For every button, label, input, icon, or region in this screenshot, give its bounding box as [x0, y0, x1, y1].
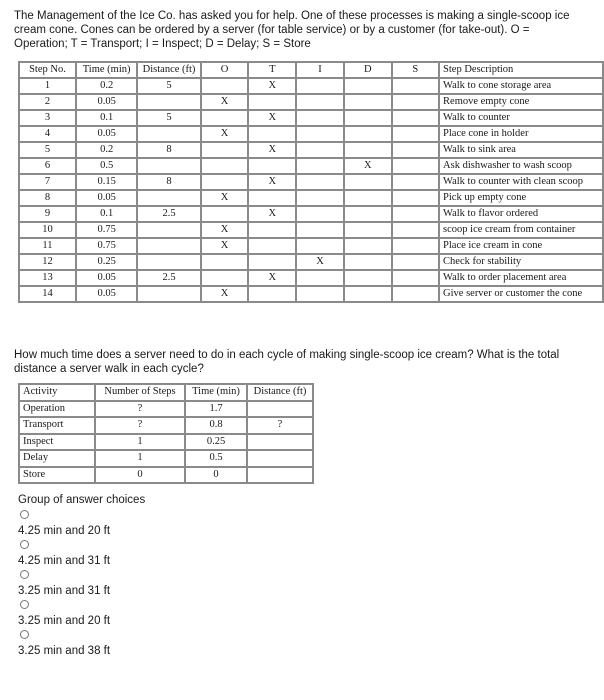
table-cell: [137, 126, 200, 142]
table-cell: [392, 158, 439, 174]
table-cell: 0.75: [76, 238, 138, 254]
table-cell: Delay: [19, 450, 95, 467]
table-cell: [201, 270, 249, 286]
table-cell: [248, 126, 296, 142]
table-cell: 4: [19, 126, 76, 142]
table-cell: [344, 190, 392, 206]
table-cell: 1: [95, 450, 185, 467]
column-header: I: [296, 62, 344, 78]
table-cell: [344, 270, 392, 286]
table-cell: [344, 174, 392, 190]
table-cell: [296, 94, 344, 110]
table-cell: [344, 286, 392, 302]
table-row: [19, 286, 603, 302]
answer-choice[interactable]: [18, 570, 110, 597]
answer-choice[interactable]: [18, 540, 110, 567]
table-cell: [392, 254, 439, 270]
table-cell: 0.5: [76, 158, 138, 174]
table-cell: X: [248, 206, 296, 222]
table-cell: X: [296, 254, 344, 270]
table-cell: [392, 286, 439, 302]
table-cell: 11: [19, 238, 76, 254]
table-cell: [201, 78, 249, 94]
table-cell: 0.15: [76, 174, 138, 190]
table-cell: X: [201, 94, 249, 110]
table-cell: 0.05: [76, 94, 138, 110]
table-cell: 0.8: [185, 417, 247, 434]
table-cell: [247, 467, 313, 484]
radio-button[interactable]: [20, 600, 29, 609]
table-row: [19, 126, 603, 142]
summary-row: [19, 450, 313, 467]
table-cell: [248, 238, 296, 254]
table-cell: Remove empty cone: [439, 94, 603, 110]
radio-button[interactable]: [20, 570, 29, 579]
table-row: [19, 190, 603, 206]
table-cell: 0: [95, 467, 185, 484]
table-cell: 0.75: [76, 222, 138, 238]
column-header: Activity: [19, 384, 95, 401]
table-cell: [344, 78, 392, 94]
intro-text: The Management of the Ice Co. has asked you for help. One of these processes is making a single-scoop ice cream cone. Cones can be ordered by a server (for table service) or by a customer (for take-out). O = Operation; T = Transport; I = Inspect; D = Delay; S = Store: [14, 10, 570, 50]
table-cell: X: [201, 190, 249, 206]
table-cell: [344, 254, 392, 270]
table-cell: [296, 286, 344, 302]
table-cell: 5: [19, 142, 76, 158]
table-cell: 0.2: [76, 78, 138, 94]
table-cell: [137, 238, 200, 254]
table-cell: Walk to sink area: [439, 142, 603, 158]
table-cell: [344, 142, 392, 158]
table-cell: [248, 286, 296, 302]
table-row: [19, 222, 603, 238]
table-cell: [392, 174, 439, 190]
table-cell: X: [201, 126, 249, 142]
table-cell: [392, 270, 439, 286]
table-cell: 9: [19, 206, 76, 222]
table-cell: [137, 158, 200, 174]
table-cell: Place ice cream in cone: [439, 238, 603, 254]
table-cell: Walk to order placement area: [439, 270, 603, 286]
table-cell: 0: [185, 467, 247, 484]
table-cell: 5: [137, 110, 200, 126]
table-cell: Walk to counter: [439, 110, 603, 126]
table-cell: [344, 94, 392, 110]
table-cell: Check for stability: [439, 254, 603, 270]
table-cell: X: [248, 110, 296, 126]
summary-row: [19, 434, 313, 451]
table-cell: [296, 78, 344, 94]
table-cell: 0.05: [76, 270, 138, 286]
table-cell: X: [248, 142, 296, 158]
table-cell: [296, 190, 344, 206]
table-cell: [296, 126, 344, 142]
table-cell: 12: [19, 254, 76, 270]
table-cell: 2.5: [137, 270, 200, 286]
table-cell: 0.2: [76, 142, 138, 158]
table-cell: X: [248, 270, 296, 286]
table-cell: [392, 222, 439, 238]
column-header: Distance (ft): [247, 384, 313, 401]
table-cell: 10: [19, 222, 76, 238]
table-cell: [137, 254, 200, 270]
table-cell: [392, 206, 439, 222]
table-cell: [137, 286, 200, 302]
table-cell: [201, 174, 249, 190]
choices-label: Group of answer choices: [18, 494, 146, 506]
table-cell: [137, 94, 200, 110]
table-cell: [248, 94, 296, 110]
table-cell: 2.5: [137, 206, 200, 222]
table-cell: [296, 174, 344, 190]
table-row: [19, 174, 603, 190]
answer-choice-label: 4.25 min and 20 ft: [18, 525, 111, 537]
table-row: [19, 158, 603, 174]
table-cell: [247, 434, 313, 451]
column-header: Number of Steps: [95, 384, 185, 401]
table-row: [19, 94, 603, 110]
radio-button[interactable]: [20, 540, 29, 549]
table-cell: X: [201, 286, 249, 302]
table-cell: Walk to flavor ordered: [439, 206, 603, 222]
column-header: O: [201, 62, 249, 78]
table-cell: [247, 401, 313, 418]
table-cell: X: [201, 222, 249, 238]
table-row: [19, 78, 603, 94]
table-cell: [201, 110, 249, 126]
answer-choice[interactable]: [18, 510, 110, 537]
table-cell: ?: [247, 417, 313, 434]
table-cell: 6: [19, 158, 76, 174]
question-text: How much time does a server need to do in each cycle of making single-scoop ice cream? What is the total distance a server walk in each cycle?: [14, 349, 560, 375]
table-cell: [392, 110, 439, 126]
table-cell: 8: [137, 142, 200, 158]
table-cell: Place cone in holder: [439, 126, 603, 142]
table-cell: [247, 450, 313, 467]
table-cell: X: [201, 238, 249, 254]
table-cell: [137, 190, 200, 206]
table-cell: X: [248, 78, 296, 94]
table-cell: [201, 206, 249, 222]
column-header: D: [344, 62, 392, 78]
table-cell: 13: [19, 270, 76, 286]
table-cell: 1: [19, 78, 76, 94]
radio-button[interactable]: [20, 630, 29, 639]
column-header: Time (min): [185, 384, 247, 401]
table-cell: X: [248, 174, 296, 190]
table-cell: [392, 238, 439, 254]
radio-button[interactable]: [20, 510, 29, 519]
table-cell: 7: [19, 174, 76, 190]
table-cell: [201, 158, 249, 174]
answer-choice-label: 3.25 min and 20 ft: [18, 615, 111, 627]
table-cell: 1: [95, 434, 185, 451]
table-cell: [248, 158, 296, 174]
table-cell: scoop ice cream from container: [439, 222, 603, 238]
table-cell: 0.1: [76, 206, 138, 222]
table-cell: [296, 142, 344, 158]
table-cell: [344, 222, 392, 238]
summary-table: [18, 383, 314, 484]
column-header: Step No.: [19, 62, 76, 78]
table-cell: 5: [137, 78, 200, 94]
table-cell: [392, 78, 439, 94]
table-cell: 0.05: [76, 190, 138, 206]
table-cell: 14: [19, 286, 76, 302]
table-cell: Pick up empty cone: [439, 190, 603, 206]
table-cell: X: [344, 158, 392, 174]
table-cell: [392, 190, 439, 206]
table-cell: 3: [19, 110, 76, 126]
table-cell: Walk to counter with clean scoop: [439, 174, 603, 190]
table-cell: ?: [95, 417, 185, 434]
answer-choice[interactable]: [18, 600, 110, 627]
table-cell: Inspect: [19, 434, 95, 451]
table-cell: [296, 270, 344, 286]
table-cell: [296, 110, 344, 126]
column-header: Step Description: [439, 62, 603, 78]
table-cell: 1.7: [185, 401, 247, 418]
summary-row: [19, 417, 313, 434]
table-cell: 8: [19, 190, 76, 206]
summary-header-row: [19, 384, 313, 401]
table-cell: 8: [137, 174, 200, 190]
table-cell: [248, 190, 296, 206]
table-cell: Give server or customer the cone: [439, 286, 603, 302]
table-cell: 0.1: [76, 110, 138, 126]
table-cell: [248, 222, 296, 238]
table-cell: [344, 126, 392, 142]
column-header: Distance (ft): [137, 62, 200, 78]
table-cell: Operation: [19, 401, 95, 418]
table-cell: [392, 142, 439, 158]
answer-choice[interactable]: [18, 630, 110, 657]
table-cell: [248, 254, 296, 270]
process-steps-table: [18, 61, 604, 303]
table-cell: 0.25: [185, 434, 247, 451]
table-cell: [296, 206, 344, 222]
table-cell: [201, 142, 249, 158]
column-header: S: [392, 62, 439, 78]
answer-choice-label: 4.25 min and 31 ft: [18, 555, 111, 567]
column-header: Time (min): [76, 62, 138, 78]
table-cell: 0.5: [185, 450, 247, 467]
table-row: [19, 254, 603, 270]
summary-row: [19, 401, 313, 418]
table-row: [19, 238, 603, 254]
table-row: [19, 206, 603, 222]
table-cell: [344, 110, 392, 126]
table-cell: 0.05: [76, 286, 138, 302]
table-row: [19, 142, 603, 158]
table-header-row: [19, 62, 603, 78]
table-cell: Ask dishwasher to wash scoop: [439, 158, 603, 174]
column-header: T: [248, 62, 296, 78]
table-cell: ?: [95, 401, 185, 418]
table-cell: [296, 158, 344, 174]
table-row: [19, 110, 603, 126]
table-cell: 2: [19, 94, 76, 110]
table-cell: [296, 238, 344, 254]
table-cell: 0.05: [76, 126, 138, 142]
table-cell: [392, 126, 439, 142]
table-cell: [344, 238, 392, 254]
table-cell: [344, 206, 392, 222]
table-cell: [392, 94, 439, 110]
table-cell: Transport: [19, 417, 95, 434]
table-cell: [137, 222, 200, 238]
table-cell: 0.25: [76, 254, 138, 270]
table-cell: Walk to cone storage area: [439, 78, 603, 94]
answer-choice-label: 3.25 min and 38 ft: [18, 645, 111, 657]
table-cell: Store: [19, 467, 95, 484]
table-cell: [201, 254, 249, 270]
table-row: [19, 270, 603, 286]
table-cell: [296, 222, 344, 238]
answer-choice-label: 3.25 min and 31 ft: [18, 585, 111, 597]
summary-row: [19, 467, 313, 484]
